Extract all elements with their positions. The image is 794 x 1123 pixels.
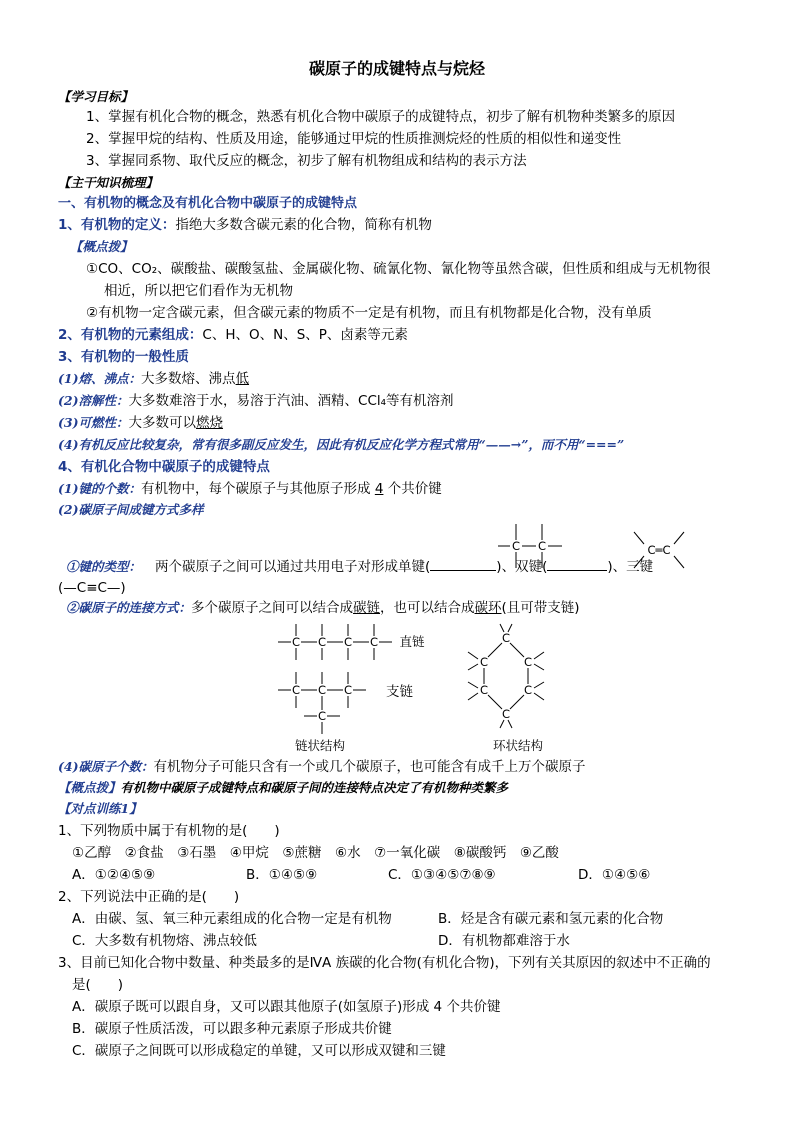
straight-chain-label: 直链 xyxy=(399,634,425,649)
bond-types-line xyxy=(66,558,653,576)
practice-header: 【对点训练1】 xyxy=(58,801,142,816)
objectives-header: 【学习目标】 xyxy=(58,89,134,104)
connection-answer-1: 碳链 xyxy=(353,600,381,616)
atom-label: C xyxy=(317,635,327,649)
ring-structure-diagram xyxy=(462,622,572,754)
atom-label: C xyxy=(501,631,511,645)
question-2: 2、下列说法中正确的是( ) xyxy=(58,889,240,905)
question-1: 1、下列物质中属于有机物的是( ) xyxy=(58,823,280,839)
atom-label: C xyxy=(511,539,521,553)
double-bond-blank xyxy=(547,562,607,571)
connection-line xyxy=(66,599,580,617)
question-2-option-b: B．烃是含有碳元素和氢元素的化合物 xyxy=(438,911,664,927)
atom-label: C xyxy=(317,709,327,723)
atom-label: C xyxy=(343,635,353,649)
question-2-option-c: C．大多数有机物熔、沸点较低 xyxy=(72,933,257,949)
definition-line xyxy=(58,216,432,234)
question-3-option-a: A．碳原子既可以跟自身，又可以跟其他原子(如氢原子)形成 4 个共价键 xyxy=(72,999,501,1015)
question-3-line-a: 3、目前已知化合物中数量、种类最多的是ⅣA 族碳的化合物(有机化合物)，下列有关其原因的叙述中不正确的 xyxy=(58,955,711,971)
bond-types-text: 两个碳原子之间可以通过共用电子对形成单键( xyxy=(155,559,431,575)
atom-label: C xyxy=(369,635,379,649)
section-1-title: 一、有机物的概念及有机化合物中碳原子的成键特点 xyxy=(58,196,358,211)
double-bond-label: C═C xyxy=(647,543,671,557)
property-3 xyxy=(58,414,223,432)
property-2 xyxy=(58,392,454,410)
atom-label: C xyxy=(291,635,301,649)
page-title: 碳原子的成键特点与烷烃 xyxy=(308,59,485,78)
property-2-label: (2)溶解性： xyxy=(58,393,129,408)
objective-3: 3、掌握同系物、取代反应的概念，初步了解有机物组成和结构的表示方法 xyxy=(86,153,527,169)
tip-1-line-b: 相近，所以把它们看作为无机物 xyxy=(104,283,293,299)
question-2-option-a: A．由碳、氢、氧三种元素组成的化合物一定是有机物 xyxy=(72,911,392,927)
elements-text: C、H、O、N、S、P、卤素等元素 xyxy=(202,327,408,343)
bond-types-label: ①键的类型： xyxy=(66,559,142,574)
knowledge-header: 【主干知识梳理】 xyxy=(58,175,159,190)
atom-label: C xyxy=(317,683,327,697)
atom-count-text: 有机物分子可能只含有一个或几个碳原子，也可能含有成千上万个碳原子 xyxy=(153,759,586,775)
connection-text-1: 多个碳原子之间可以结合成 xyxy=(191,600,354,616)
question-3-option-b: B．碳原子性质活泼，可以跟多种元素原子形成共价键 xyxy=(72,1021,392,1037)
atom-count-label: (4)碳原子个数： xyxy=(58,759,154,774)
question-1-option-d: D．①④⑤⑥ xyxy=(578,867,651,883)
objective-2: 2、掌握甲烷的结构、性质及用途，能够通过甲烷的性质推测烷烃的性质的相似性和递变性 xyxy=(86,131,622,147)
question-3-line-b: 是( ) xyxy=(72,977,124,993)
atom-label: C xyxy=(501,707,511,721)
elements-label: 2、有机物的元素组成： xyxy=(58,327,203,343)
bond-count-tail: 个共价键 xyxy=(383,481,442,497)
connection-text-2: ，也可以结合成 xyxy=(380,600,475,616)
bond-count-answer: 4 xyxy=(374,481,384,497)
property-1-answer: 低 xyxy=(235,371,250,387)
property-3-answer: 燃烧 xyxy=(196,415,224,431)
atom-label: C xyxy=(343,683,353,697)
definition-label: 1、有机物的定义： xyxy=(58,217,176,233)
atom-label: C xyxy=(537,539,547,553)
question-3-option-c: C．碳原子之间既可以形成稳定的单键，又可以形成双键和三键 xyxy=(72,1043,446,1059)
property-3-text: 大多数可以 xyxy=(128,415,197,431)
summary-text: 有机物中碳原子成键特点和碳原子间的连接特点决定了有机物种类繁多 xyxy=(120,780,509,795)
atom-label: C xyxy=(523,683,533,697)
atom-label: C xyxy=(523,655,533,669)
connection-label: ②碳原子的连接方式： xyxy=(66,600,192,615)
question-1-items: ①乙醇 ②食盐 ③石墨 ④甲烷 ⑤蔗糖 ⑥水 ⑦一氧化碳 ⑧碳酸钙 ⑨乙酸 xyxy=(72,845,559,861)
property-1-text: 大多数熔、沸点 xyxy=(141,371,236,387)
connection-text-3: (且可带支链) xyxy=(501,600,580,616)
ring-structure-caption: 环状结构 xyxy=(492,738,544,753)
chain-structure-caption: 链状结构 xyxy=(294,738,346,753)
property-1 xyxy=(58,370,249,388)
property-3-label: (3)可燃性： xyxy=(58,415,129,430)
question-1-option-b: B．①④⑤⑨ xyxy=(246,867,318,883)
branched-chain-label: 支链 xyxy=(386,684,413,700)
property-4: (4)有机反应比较复杂，常有很多副反应发生，因此有机反应化学方程式常用“——→”，而不用“===” xyxy=(58,437,625,452)
property-2-text: 大多数难溶于水，易溶于汽油、酒精、CCl₄等有机溶剂 xyxy=(128,393,454,409)
bond-count-label: (1)键的个数： xyxy=(58,481,142,496)
tip-2: ②有机物一定含碳元素，但含碳元素的物质不一定是有机物，而且有机物都是化合物，没有单质 xyxy=(86,305,652,321)
summary-line xyxy=(58,779,508,797)
bond-count-line xyxy=(58,480,442,498)
elements-line xyxy=(58,326,408,344)
connection-answer-2: 碳环 xyxy=(474,600,502,616)
property-1-label: (1)熔、沸点： xyxy=(58,371,142,386)
summary-tag: 【概点拨】 xyxy=(58,780,121,795)
bond-mode-label: (2)碳原子间成键方式多样 xyxy=(58,502,204,517)
single-bond-blank xyxy=(430,562,496,571)
question-2-option-d: D．有机物都难溶于水 xyxy=(438,933,570,949)
atom-label: C xyxy=(479,683,489,697)
triple-bond: (—C≡C—) xyxy=(58,580,126,596)
atom-label: C xyxy=(291,683,301,697)
bond-section-label: 4、有机化合物中碳原子的成键特点 xyxy=(58,459,270,475)
tip-header: 【概点拨】 xyxy=(70,239,133,254)
atom-label: C xyxy=(479,655,489,669)
bond-types-mid1: )、双键( xyxy=(496,559,548,575)
question-1-option-a: A．①②④⑤⑨ xyxy=(72,867,156,883)
tip-1-line-a: ①CO、CO₂、碳酸盐、碳酸氢盐、金属碳化物、硫氰化物、氰化物等虽然含碳，但性质和组成与无机物很 xyxy=(86,261,711,277)
question-1-option-c: C．①③④⑤⑦⑧⑨ xyxy=(388,867,496,883)
atom-count-line xyxy=(58,758,586,776)
properties-label: 3、有机物的一般性质 xyxy=(58,349,189,365)
objective-1: 1、掌握有机化合物的概念，熟悉有机化合物中碳原子的成键特点，初步了解有机物种类繁多的原因 xyxy=(86,109,676,125)
bond-count-text: 有机物中，每个碳原子与其他原子形成 xyxy=(141,481,375,497)
bond-types-mid2: )、三键 xyxy=(607,559,654,575)
definition-text: 指绝大多数含碳元素的化合物，简称有机物 xyxy=(175,217,432,233)
